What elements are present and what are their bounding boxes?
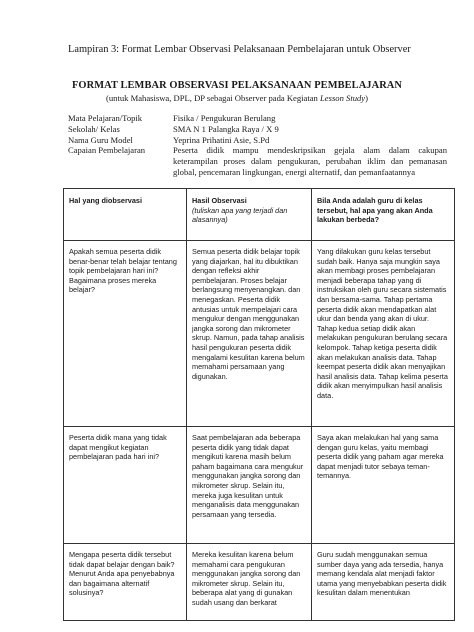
info-row-school — [68, 124, 448, 135]
info-row-subject — [68, 113, 448, 124]
info-row-teacher — [68, 135, 448, 146]
teacher-value: Yeprina Prihatini Asie, S.Pd — [173, 134, 270, 145]
row-3-observation: Mereka kesulitan karena belum memahami cara pengukuran menggunakan jangka sorong dan mikrometer skrup. Selain itu, beberapa alat yang di gunakan sudah usang dan berkarat — [187, 544, 312, 621]
subtitle-emphasis: Lesson Study — [320, 93, 366, 103]
school-label: Sekolah/ Kelas — [68, 123, 120, 134]
row-1-question: Apakah semua peserta didik benar-benar telah belajar tentang topik pembelajaran hari ini? Bagaimana proses mereka belajar? — [64, 241, 187, 427]
header-observed-item: Hal yang diobservasi — [64, 189, 187, 241]
appendix-caption: Lampiran 3: Format Lembar Observasi Pelaksanaan Pembelajaran untuk Observer — [68, 44, 411, 55]
teacher-label: Nama Guru Model — [68, 134, 133, 145]
document-title: FORMAT LEMBAR OBSERVASI PELAKSANAAN PEMBELAJARAN — [71, 80, 403, 91]
observation-table — [63, 188, 455, 621]
header-observation-note: (tuliskan apa yang terjadi dan alasannya) — [192, 205, 288, 225]
achievement-value: Peserta didik mampu mendeskripsikan gejala alam dalam cakupan keterampilan proses dalam pengukuran, perubahan iklim dan pemanasan global, pencemaran lingkungan, energi alternatif, dan pemanfaatannya — [173, 145, 447, 177]
table-row — [64, 241, 455, 427]
subject-value: Fisika / Pengukuran Berulang — [173, 113, 276, 123]
achievement-label: Capaian Pembelajaran — [68, 145, 146, 156]
header-observation-title: Hasil Observasi — [192, 196, 247, 205]
document-subtitle — [0, 93, 474, 103]
table-row — [64, 544, 455, 621]
row-2-observation: Saat pembelajaran ada beberapa peserta didik yang tidak dapat mengikuti karena masih belum paham bagaimana cara mengukur menggunakan jangka sorong dan mikrometer skrup. Selain itu, mereka juga kesulitan untuk menganalisis data menggunakan persamaan yang tersedia. — [187, 427, 312, 544]
table-header-row — [64, 189, 455, 241]
row-1-observation: Semua peserta didik belajar topik yang diajarkan, hal itu dibuktikan dengan refleksi akhir pembelajaran. Proses belajar berlangsung menyenangkan. dan menegaskan. Peserta didik antusias untuk mempelajari cara mengukur dengan menggunakan jangka sorong dan mikrometer skrup. Namun, pada tahap analisis hasil pengukuran peserta didik mengalami kesulitan karena belum memahami persamaan yang digunakan. — [187, 241, 312, 427]
subtitle-suffix: ) — [365, 93, 368, 103]
header-observation-result — [187, 189, 312, 241]
row-3-alternative: Guru sudah menggunakan semua sumber daya yang ada tersedia, hanya memang kendala alat menjadi faktor utama yang menyebabkan peserta didik kesulitan dalam menentukan — [312, 544, 455, 621]
subject-label: Mata Pelajaran/Topik — [68, 113, 143, 123]
row-3-question: Mengapa peserta didik tersebut tidak dapat belajar dengan baik? Menurut Anda apa penyebabnya dan bagaimana alternatif solusinya? — [64, 544, 187, 621]
row-2-question: Peserta didik mana yang tidak dapat mengikut kegiatan pembelajaran pada hari ini? — [64, 427, 187, 544]
header-alternative-action: Bila Anda adalah guru di kelas tersebut, hal apa yang akan Anda lakukan berbeda? — [312, 189, 455, 241]
school-value: SMA N 1 Palangka Raya / X 9 — [173, 123, 279, 134]
subtitle-prefix: (untuk Mahasiswa, DPL, DP sebagai Observer pada Kegiatan — [106, 93, 320, 103]
row-2-alternative: Saya akan melakukan hal yang sama dengan guru kelas, yaitu membagi peserta didik yang paham agar mereka dapat menjadi tutor sebaya teman-temannya. — [312, 427, 455, 544]
table-row — [64, 427, 455, 544]
row-1-alternative: Yang dilakukan guru kelas tersebut sudah baik. Hanya saja mungkin saya akan membagi proses pembelajaran menjadi beberapa tahap yang di instruksikan oleh guru secara sistematis dan bersama-sama. Tahap pertama peserta didik akan mendapatkan alat ukur dan benda yang akan di ukur. Tahap kedua setiap didik akan melakukan pengukuran berulang secara kelompok. Tahap ketiga peserta didik akan melakukan analisis data. Tahap keempat peserta didik akan menyajikan hasil analisis data. Tahap kelima peserta didik akan menyimpulkan hasil analisis data. — [312, 241, 455, 427]
